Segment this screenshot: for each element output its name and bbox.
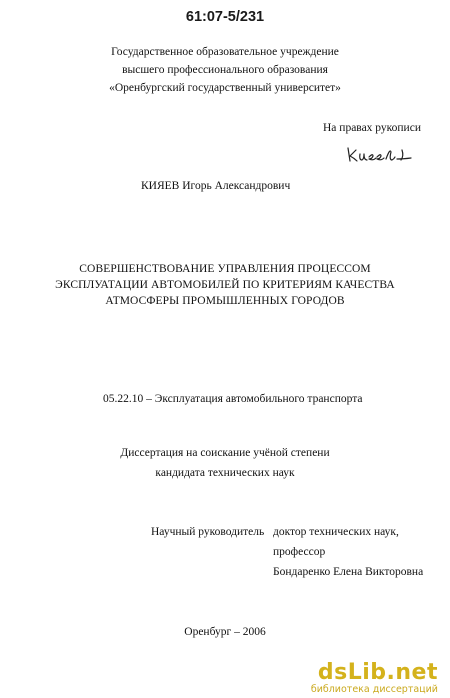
specialty-code: 05.22.10 – Эксплуатация автомобильного транспорта [103, 393, 363, 405]
signature-mark [345, 144, 415, 166]
manuscript-rights: На правах рукописи [323, 122, 421, 134]
supervisor-degree: доктор технических наук, [273, 526, 399, 538]
institution-line-3: «Оренбургский государственный университет» [109, 82, 341, 94]
author-name: КИЯЕВ Игорь Александрович [141, 180, 291, 192]
institution-line-2: высшего профессионального образования [122, 64, 328, 76]
title-line-1: СОВЕРШЕНСТВОВАНИЕ УПРАВЛЕНИЯ ПРОЦЕССОМ [79, 263, 371, 275]
site-watermark [310, 659, 438, 695]
city-year: Оренбург – 2006 [184, 626, 266, 638]
supervisor-label: Научный руководитель [151, 526, 265, 538]
supervisor-name: Бондаренко Елена Викторовна [273, 566, 424, 578]
dissertation-line-1: Диссертация на соискание учёной степени [120, 447, 330, 459]
title-line-2: ЭКСПЛУАТАЦИИ АВТОМОБИЛЕЙ ПО КРИТЕРИЯМ КАЧЕСТВА [55, 279, 395, 291]
document-code: 61:07-5/231 [185, 9, 265, 25]
supervisor-title: профессор [273, 546, 326, 558]
watermark-logo: dsLib.net [317, 659, 438, 685]
institution-line-1: Государственное образовательное учреждение [111, 46, 339, 58]
dissertation-line-2: кандидата технических наук [155, 467, 295, 479]
title-line-3: АТМОСФЕРЫ ПРОМЫШЛЕННЫХ ГОРОДОВ [105, 295, 345, 307]
watermark-tagline: библиотека диссертаций [310, 683, 438, 695]
handwritten-signature [345, 144, 415, 171]
